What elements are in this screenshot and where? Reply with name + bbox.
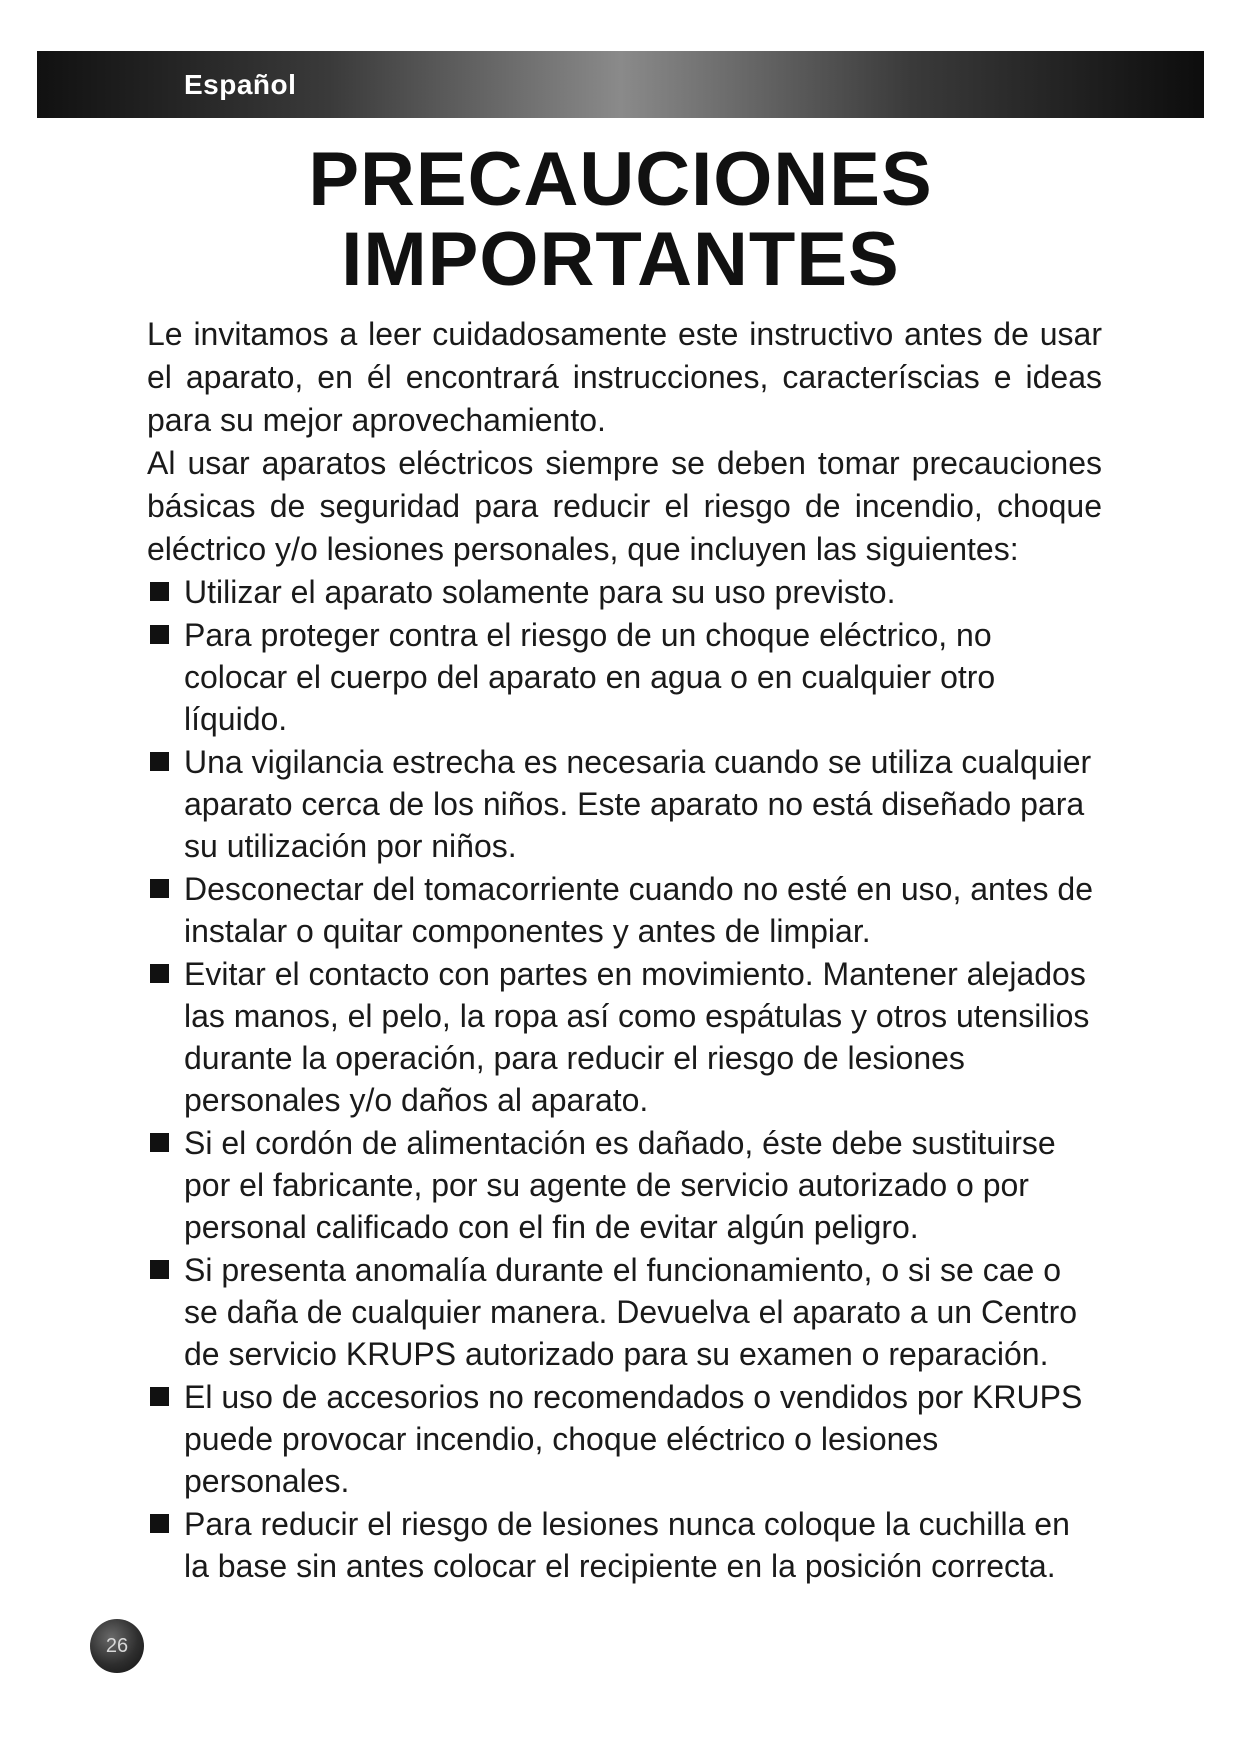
square-bullet-icon [150,964,169,983]
precaution-text: El uso de accesorios no recomendados o vendidos por KRUPS puede provocar incendio, choque eléctrico o lesiones personales. [184,1379,1083,1499]
precaution-item [147,953,1102,1121]
language-header-bar [37,51,1204,118]
page-title [0,137,1241,302]
precaution-text: Evitar el contacto con partes en movimiento. Mantener alejados las manos, el pelo, la ropa así como espátulas y otros utensilios durante la operación, para reducir el riesgo de lesiones personales y/o daños al aparato. [184,956,1090,1118]
page-number-badge: 26 [90,1619,144,1673]
language-label: Español [184,68,297,100]
precaution-text: Para proteger contra el riesgo de un choque eléctrico, no colocar el cuerpo del aparato en agua o en cualquier otro líquido. [184,617,996,737]
precaution-text: Utilizar el aparato solamente para su uso previsto. [184,574,896,610]
page-title-line-1: PRECAUCIONES [308,137,933,222]
precaution-text: Si el cordón de alimentación es dañado, éste debe sustituirse por el fabricante, por su agente de servicio autorizado o por personal calificado con el fin de evitar algún peligro. [184,1125,1056,1245]
square-bullet-icon [150,1260,169,1279]
precaution-text: Desconectar del tomacorriente cuando no esté en uso, antes de instalar o quitar componentes y antes de limpiar. [184,871,1094,949]
square-bullet-icon [150,752,169,771]
precaution-item [147,1249,1102,1375]
square-bullet-icon [150,1133,169,1152]
intro-paragraph: Le invitamos a leer cuidadosamente este instructivo antes de usar el aparato, en él encontrará instrucciones, caracteríscias e ideas para su mejor aprovechamiento. [147,316,1102,438]
precaution-item [147,1122,1102,1248]
precaution-item [147,1503,1102,1587]
precaution-text: Si presenta anomalía durante el funcionamiento, o si se cae o se daña de cualquier manera. Devuelva el aparato a un Centro de servicio KRUPS autorizado para su examen o reparación. [184,1252,1078,1372]
safety-intro-paragraph: Al usar aparatos eléctricos siempre se deben tomar precauciones básicas de seguridad para reducir el riesgo de incendio, choque eléctrico y/o lesiones personales, que incluyen las siguientes: [147,445,1102,567]
main-content [147,313,1102,1588]
precaution-item [147,571,1102,613]
square-bullet-icon [150,1387,169,1406]
square-bullet-icon [150,1514,169,1533]
precaution-item [147,1376,1102,1502]
square-bullet-icon [150,879,169,898]
square-bullet-icon [150,582,169,601]
precaution-item [147,614,1102,740]
precaution-text: Para reducir el riesgo de lesiones nunca coloque la cuchilla en la base sin antes colocar el recipiente en la posición correcta. [184,1506,1070,1584]
page-title-line-2: IMPORTANTES [341,217,900,302]
precaution-item [147,868,1102,952]
precaution-text: Una vigilancia estrecha es necesaria cuando se utiliza cualquier aparato cerca de los niños. Este aparato no está diseñado para su utilización por niños. [184,744,1092,864]
precautions-list [147,571,1102,1587]
square-bullet-icon [150,625,169,644]
precaution-item [147,741,1102,867]
